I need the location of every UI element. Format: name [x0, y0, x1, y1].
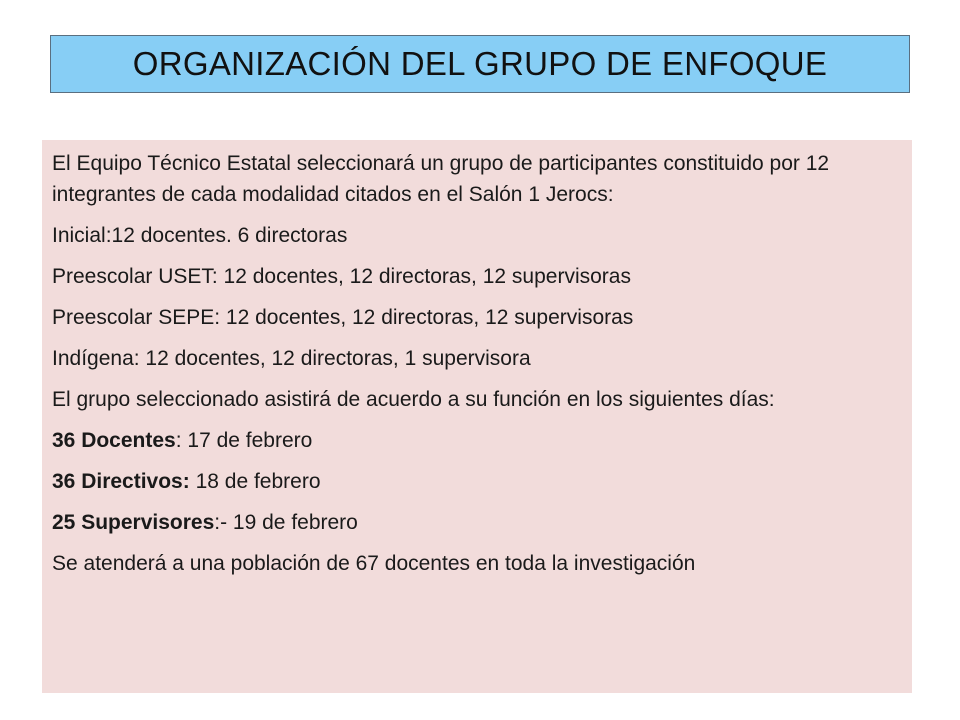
- content-box: [42, 140, 912, 693]
- supervisores-date: :- 19 de febrero: [214, 511, 358, 534]
- slide-title: ORGANIZACIÓN DEL GRUPO DE ENFOQUE: [132, 45, 828, 82]
- directivos-label: 36 Directivos:: [52, 470, 190, 493]
- supervisores-line: [52, 507, 902, 538]
- preescolar-sepe-line: Preescolar SEPE: 12 docentes, 12 directoras, 12 supervisoras: [52, 306, 634, 329]
- title-box: [50, 35, 910, 93]
- docentes-label: 36 Docentes: [52, 429, 176, 452]
- docentes-line: [52, 425, 902, 456]
- inicial-line: Inicial:12 docentes. 6 directoras: [52, 224, 348, 247]
- intro-paragraph: El Equipo Técnico Estatal seleccionará un grupo de participantes constituido por 12 integrantes de cada modalidad citados en el Salón 1 Jerocs:: [52, 152, 830, 206]
- directivos-date: 18 de febrero: [189, 470, 321, 493]
- supervisores-label: 25 Supervisores: [52, 511, 215, 534]
- directivos-line: [52, 466, 902, 497]
- schedule-intro-paragraph: El grupo seleccionado asistirá de acuerdo a su función en los siguientes días:: [52, 388, 775, 411]
- indigena-line: Indígena: 12 docentes, 12 directoras, 1 supervisora: [52, 347, 531, 370]
- docentes-date: : 17 de febrero: [175, 429, 313, 452]
- closing-line: Se atenderá a una población de 67 docentes en toda la investigación: [52, 552, 696, 575]
- preescolar-uset-line: Preescolar USET: 12 docentes, 12 directoras, 12 supervisoras: [52, 265, 631, 288]
